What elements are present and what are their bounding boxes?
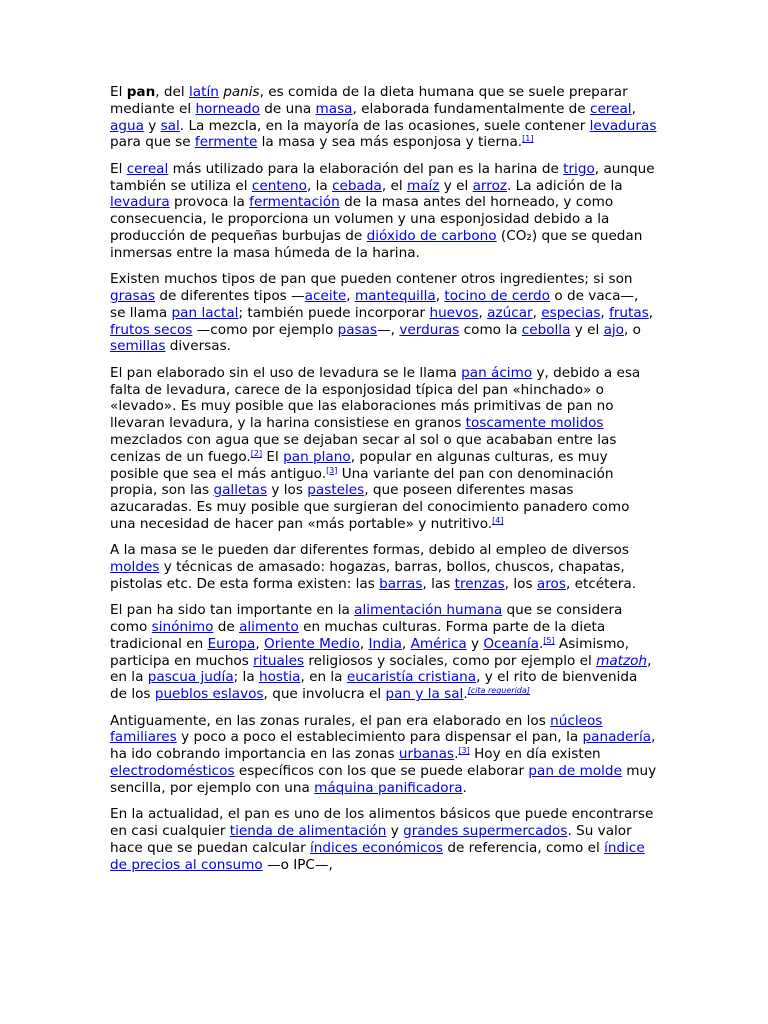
wiki-link[interactable]: grasas xyxy=(110,287,156,304)
text-run: . xyxy=(538,635,544,652)
text-run: , es comida de la dieta humana que se suele preparar mediante el xyxy=(110,84,628,117)
wiki-link[interactable]: fermentación xyxy=(249,194,340,211)
paragraph xyxy=(110,713,658,797)
wiki-link[interactable]: pan lactal xyxy=(171,304,239,321)
text-run: y, debido a esa falta de levadura, carece de la esponjosidad típica del pan «hinchado» o «levado». Es muy posible que las elaboraciones más primitivas de pan no llevaran levadura, y la harina consistiese en granos xyxy=(110,364,641,432)
text-run: como la xyxy=(459,321,522,338)
text-run: , xyxy=(631,100,636,117)
reference xyxy=(522,134,533,143)
wiki-link[interactable]: masa xyxy=(315,100,353,117)
wiki-link[interactable]: alimento xyxy=(239,619,299,636)
wiki-link[interactable]: India xyxy=(368,635,402,652)
italic-term: panis xyxy=(223,84,260,100)
text-run: , las xyxy=(422,575,455,592)
wiki-link[interactable]: pascua judía xyxy=(147,669,234,686)
paragraph xyxy=(110,84,658,151)
text-run: , elaborada fundamentalmente de xyxy=(352,100,590,117)
text-run: , xyxy=(359,635,369,652)
wiki-link[interactable]: especias xyxy=(541,304,601,321)
paragraph xyxy=(110,271,658,355)
text-run: —como por ejemplo xyxy=(192,321,338,338)
paragraph xyxy=(110,161,658,262)
wiki-link[interactable]: hostia xyxy=(259,669,301,686)
wiki-link[interactable]: índice de precios al consumo xyxy=(110,839,645,873)
wiki-link[interactable]: agua xyxy=(110,117,144,134)
wiki-link[interactable]: pasteles xyxy=(307,482,365,499)
text-run: , aunque también se utiliza el xyxy=(110,160,655,194)
text-run: , popular en algunas culturas, es muy posible que sea el más antiguo. xyxy=(110,448,608,482)
text-run: , xyxy=(435,287,445,304)
text-run: de una xyxy=(259,100,316,117)
wiki-link[interactable]: aceite xyxy=(304,287,347,304)
wiki-link[interactable]: matzoh xyxy=(596,652,648,669)
text-run: . La mezcla, en la mayoría de las ocasiones, suele contener xyxy=(179,117,590,134)
wiki-link[interactable]: tienda de alimentación xyxy=(229,823,387,840)
wiki-link[interactable]: cebada xyxy=(332,177,382,194)
text-run: , en la xyxy=(300,669,347,686)
text-run: , o xyxy=(624,321,641,338)
wiki-link[interactable]: azúcar xyxy=(487,304,533,321)
text-run: , xyxy=(648,304,654,321)
wiki-link[interactable]: Oriente Medio xyxy=(264,635,360,652)
text-run: y los xyxy=(267,482,308,499)
reference-link[interactable]: [4] xyxy=(492,515,504,525)
wiki-link[interactable]: moldes xyxy=(110,559,160,576)
text-run: , del xyxy=(155,84,190,100)
wiki-link[interactable]: horneado xyxy=(195,100,260,117)
text-run: y el xyxy=(439,177,473,194)
text-run: y xyxy=(386,823,404,840)
text-run: , los xyxy=(504,575,537,592)
text-run: religiosos y sociales, como por ejemplo el xyxy=(304,652,597,669)
wiki-link[interactable]: fermente xyxy=(194,134,258,151)
wiki-link[interactable]: rituales xyxy=(253,652,305,669)
text-run: y el xyxy=(570,321,604,338)
text-run: El pan ha sido tan importante en la xyxy=(110,602,355,619)
text-run: ; también puede incorporar xyxy=(238,304,430,321)
text-run: (CO₂) que se quedan inmersas entre la masa húmeda de la harina. xyxy=(110,227,643,261)
wiki-link[interactable]: aros xyxy=(536,575,566,592)
reference-link[interactable]: [3] xyxy=(326,465,338,475)
wiki-link[interactable]: galletas xyxy=(213,482,268,499)
wiki-link[interactable]: maíz xyxy=(406,177,440,194)
text-run: que se considera como xyxy=(110,602,623,636)
text-run: , ha ido cobrando importancia en las zonas xyxy=(110,729,656,763)
wiki-link[interactable]: América xyxy=(410,635,467,652)
reference-link[interactable]: [5] xyxy=(543,635,555,645)
wiki-link[interactable]: trigo xyxy=(563,160,595,177)
text-run: , y el rito de bienvenida de los xyxy=(110,669,638,703)
wiki-link[interactable]: eucaristía cristiana xyxy=(346,669,477,686)
text-run: en muchas culturas. Forma parte de la dieta tradicional en xyxy=(110,619,606,652)
text-run: . Su valor hace que se puedan calcular xyxy=(110,823,632,856)
text-run: Existen muchos tipos de pan que pueden contener otros ingredientes; si son xyxy=(110,271,633,288)
paragraph xyxy=(110,542,658,592)
wiki-link[interactable]: frutos secos xyxy=(110,321,193,338)
text-run: , etcétera. xyxy=(565,575,637,592)
text-run: ; la xyxy=(233,669,259,686)
text-run: de referencia, como el xyxy=(443,839,605,856)
wiki-link[interactable]: núcleos familiares xyxy=(110,712,603,746)
text-run: y xyxy=(466,635,484,652)
wiki-link[interactable]: levadura xyxy=(110,194,170,211)
wiki-link[interactable]: Oceanía xyxy=(483,635,539,652)
text-run: y poco a poco el establecimiento para dispensar el pan, la xyxy=(176,729,583,746)
wiki-link[interactable]: ajo xyxy=(603,321,625,338)
text-run: , en la xyxy=(110,652,652,686)
wiki-link[interactable]: grandes supermercados xyxy=(403,823,568,840)
text-run: Antiguamente, en las zonas rurales, el pan era elaborado en los xyxy=(110,712,551,729)
wiki-link[interactable]: toscamente molidos xyxy=(465,415,604,432)
text-run: En la actualidad, el pan es uno de los alimentos básicos que puede encontrarse en casi cualquier xyxy=(110,806,654,840)
paragraph xyxy=(110,365,658,533)
wiki-link[interactable]: electrodomésticos xyxy=(110,763,235,780)
wiki-link[interactable]: Europa xyxy=(207,635,256,652)
wiki-link[interactable]: verduras xyxy=(399,321,460,338)
text-run: , xyxy=(346,287,355,304)
paragraph xyxy=(110,806,658,873)
text-run: —, xyxy=(377,321,400,338)
reference xyxy=(458,746,469,755)
text-run: de xyxy=(213,619,240,636)
wiki-link[interactable]: mantequilla xyxy=(354,287,436,304)
text-run: de la masa antes del horneado, y como consecuencia, le proporciona un volumen y una esponjosidad debido a la producción de pequeñas burbujas de xyxy=(110,194,614,244)
text-run: A la masa se le pueden dar diferentes formas, debido al empleo de diversos xyxy=(110,542,629,559)
bold-term: pan xyxy=(126,84,156,100)
reference-link[interactable]: [3] xyxy=(458,746,470,756)
wiki-link[interactable]: urbanas xyxy=(398,746,455,763)
wiki-link[interactable]: trenzas xyxy=(454,575,505,592)
paragraph xyxy=(110,602,658,703)
reference-link[interactable]: [2] xyxy=(250,448,263,458)
text-run: , el xyxy=(381,177,407,194)
text-run: El pan elaborado sin el uso de levadura se le llama xyxy=(110,364,462,381)
wiki-link[interactable]: levaduras xyxy=(589,117,657,134)
wiki-link[interactable]: cebolla xyxy=(521,321,571,338)
reference xyxy=(251,449,262,458)
text-run: Una variante del pan con denominación propia, son las xyxy=(110,465,614,499)
text-run: más utilizado para la elaboración del pan es la harina de xyxy=(168,160,564,177)
wiki-link[interactable]: pan plano xyxy=(283,448,351,465)
text-run: , que poseen diferentes masas azucaradas. Es muy posible que surgieran del conocimiento panadero como una necesidad de hacer pan «más portable» y nutritivo. xyxy=(110,482,630,532)
wiki-link[interactable]: centeno xyxy=(251,177,307,194)
text-run: la masa y sea más esponjosa y tierna. xyxy=(257,134,523,151)
wiki-link[interactable]: pan y la sal xyxy=(385,686,464,703)
citation-needed xyxy=(468,686,530,695)
wiki-link[interactable]: sinónimo xyxy=(151,619,214,636)
text-run: provoca la xyxy=(169,194,250,211)
wiki-link[interactable]: latín xyxy=(189,84,219,100)
text-run: —o IPC—, xyxy=(262,856,333,873)
wiki-link[interactable]: máquina panificadora xyxy=(314,779,463,796)
text-run: mezclados con agua que se dejaban secar al sol o que acababan entre las cenizas de un fuego. xyxy=(110,431,617,465)
wiki-link[interactable]: cereal xyxy=(126,160,169,177)
wiki-link[interactable]: pueblos eslavos xyxy=(154,686,264,703)
text-run: Asimismo, participa en muchos xyxy=(110,635,630,669)
wiki-link[interactable]: huevos xyxy=(429,304,479,321)
reference xyxy=(543,636,554,645)
wiki-link[interactable]: índices económicos xyxy=(310,839,444,856)
wiki-link[interactable]: pasas xyxy=(337,321,378,338)
text-run: , xyxy=(401,635,411,652)
text-run: , xyxy=(532,304,542,321)
wiki-link[interactable]: tocino de cerdo xyxy=(444,287,551,304)
reference xyxy=(326,466,337,475)
wiki-link[interactable]: cereal xyxy=(589,100,632,117)
text-run: El xyxy=(110,160,127,177)
wiki-link[interactable]: barras xyxy=(379,575,423,592)
text-run: El xyxy=(262,448,284,465)
wiki-link[interactable]: panadería xyxy=(582,729,652,746)
wiki-link[interactable]: pan de molde xyxy=(528,763,622,780)
wiki-link[interactable]: semillas xyxy=(110,338,166,355)
text-run: , xyxy=(478,304,488,321)
text-run: . xyxy=(462,779,467,796)
text-run: . xyxy=(463,686,468,703)
text-run: Hoy en día existen xyxy=(469,746,601,763)
text-run: , la xyxy=(307,177,333,194)
text-run: o de vaca—, se llama xyxy=(110,287,639,321)
text-run: , xyxy=(255,635,265,652)
text-run: y técnicas de amasado: hogazas, barras, bollos, chuscos, chapatas, pistolas etc. De esta forma existen: las xyxy=(110,559,625,592)
text-run: y xyxy=(143,117,161,134)
reference-link[interactable]: [1] xyxy=(522,134,534,144)
text-run: , que involucra el xyxy=(263,686,386,703)
article-body xyxy=(110,84,658,883)
wiki-link[interactable]: pan ácimo xyxy=(461,364,533,381)
wiki-link[interactable]: arroz xyxy=(472,177,508,194)
text-run: , xyxy=(600,304,610,321)
reference xyxy=(492,516,503,525)
wiki-link[interactable]: sal xyxy=(160,117,180,134)
wiki-link[interactable]: alimentación humana xyxy=(354,602,503,619)
wiki-link[interactable]: dióxido de carbono xyxy=(366,227,497,244)
text-run: . xyxy=(454,746,459,763)
text-run: . La adición de la xyxy=(507,177,623,194)
citation-needed-link[interactable]: [cita requerida] xyxy=(467,686,530,696)
text-run: para que se xyxy=(110,134,195,151)
wiki-link[interactable]: frutas xyxy=(609,304,649,321)
text-run: de diferentes tipos — xyxy=(155,287,305,304)
text-run: específicos con los que se puede elaborar xyxy=(234,763,529,780)
text-run: muy sencilla, por ejemplo con una xyxy=(110,763,657,796)
text-run: El xyxy=(110,84,127,100)
text-run: diversas. xyxy=(165,338,231,355)
